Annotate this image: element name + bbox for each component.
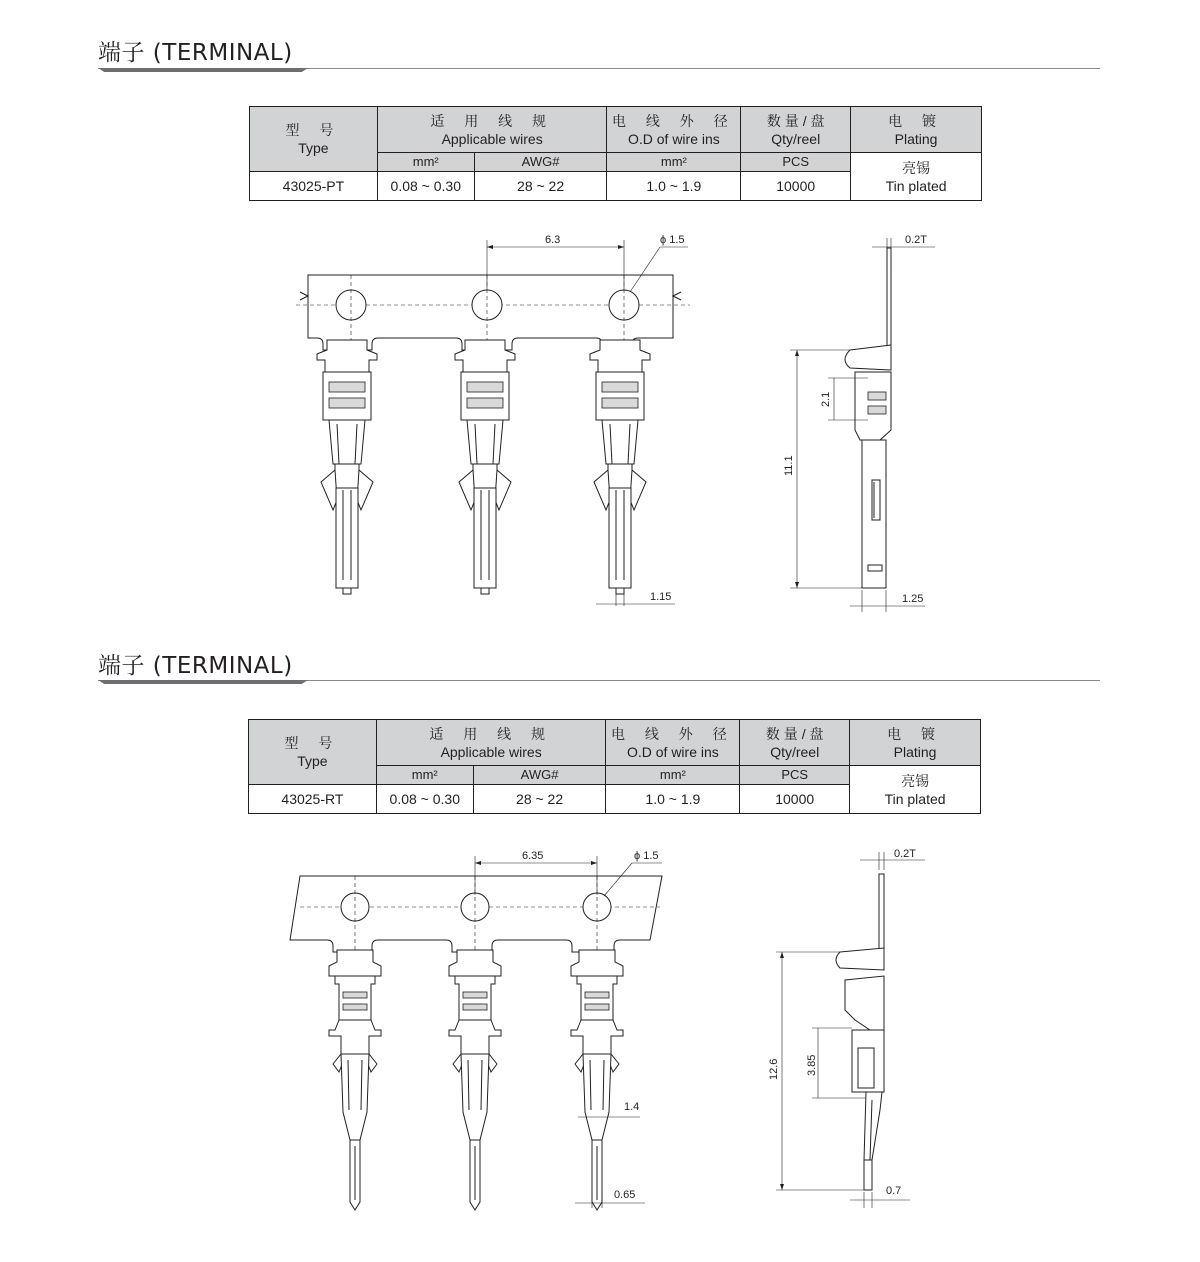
dim-pitch: 6.35 <box>522 850 544 862</box>
type-header: 型 号 Type <box>250 107 378 172</box>
type-value: 43025-RT <box>249 785 377 814</box>
terminal-side-view <box>836 874 884 1190</box>
plating-value: 亮锡 Tin plated <box>850 766 981 814</box>
terminal-front <box>455 340 515 594</box>
terminal-front <box>571 950 623 1210</box>
terminal-front <box>590 340 650 594</box>
od-header: 电 线 外 径 O.D of wire ins <box>606 720 740 766</box>
dim-thickness: 0.2T <box>894 848 917 860</box>
dim-height: 12.6 <box>768 1058 780 1080</box>
plating-header: 电 镀 Plating <box>851 107 982 153</box>
mm2-value: 0.08 ~ 0.30 <box>377 172 474 201</box>
unit-od: mm² <box>606 766 740 785</box>
wires-header: 适 用 线 规 Applicable wires <box>376 720 606 766</box>
unit-awg: AWG# <box>474 153 607 172</box>
dim-crimp: 2.1 <box>820 391 832 407</box>
dim-side-width: 0.7 <box>886 1185 902 1197</box>
od-value: 1.0 ~ 1.9 <box>607 172 741 201</box>
dim-crimp: 3.85 <box>806 1054 818 1076</box>
terminal-front <box>449 950 501 1210</box>
unit-awg: AWG# <box>473 766 606 785</box>
terminal-front <box>329 950 381 1210</box>
section-title: 端子 (TERMINAL) <box>98 40 293 66</box>
qty-header: 数 量 / 盘 Qty/reel <box>740 720 850 766</box>
awg-value: 28 ~ 22 <box>473 785 606 814</box>
terminal-drawing-2 <box>0 630 1200 1262</box>
dim-tip-width: 0.65 <box>614 1189 636 1201</box>
dim-hole: ϕ 1.5 <box>660 234 685 246</box>
od-value: 1.0 ~ 1.9 <box>606 785 740 814</box>
mm2-value: 0.08 ~ 0.30 <box>376 785 473 814</box>
dim-tip-width: 1.15 <box>650 591 672 603</box>
terminal-front <box>317 340 377 594</box>
plating-value: 亮锡 Tin plated <box>851 153 982 201</box>
unit-pcs: PCS <box>740 766 850 785</box>
terminal-section-2 <box>0 630 1200 1262</box>
qty-header: 数 量 / 盘 Qty/reel <box>741 107 851 153</box>
unit-od: mm² <box>607 153 741 172</box>
dim-side-width: 1.25 <box>902 593 924 605</box>
unit-mm2: mm² <box>376 766 473 785</box>
unit-mm2: mm² <box>377 153 474 172</box>
dim-pitch: 6.3 <box>545 234 561 246</box>
dim-thickness: 0.2T <box>905 234 928 246</box>
dim-hole: ϕ 1.5 <box>634 850 659 862</box>
od-header: 电 线 外 径 O.D of wire ins <box>607 107 741 153</box>
terminal-drawing-1 <box>0 0 1200 630</box>
qty-value: 10000 <box>741 172 851 201</box>
plating-header: 电 镀 Plating <box>850 720 981 766</box>
type-value: 43025-PT <box>250 172 378 201</box>
awg-value: 28 ~ 22 <box>474 172 607 201</box>
terminal-section-1 <box>0 0 1200 630</box>
dim-pin-width: 1.4 <box>624 1101 640 1113</box>
qty-value: 10000 <box>740 785 850 814</box>
wires-header: 适 用 线 规 Applicable wires <box>377 107 607 153</box>
section-title: 端子 (TERMINAL) <box>98 653 293 679</box>
terminal-side-view <box>845 248 891 588</box>
dim-height: 11.1 <box>783 455 795 476</box>
type-header: 型 号 Type <box>249 720 377 785</box>
unit-pcs: PCS <box>741 153 851 172</box>
